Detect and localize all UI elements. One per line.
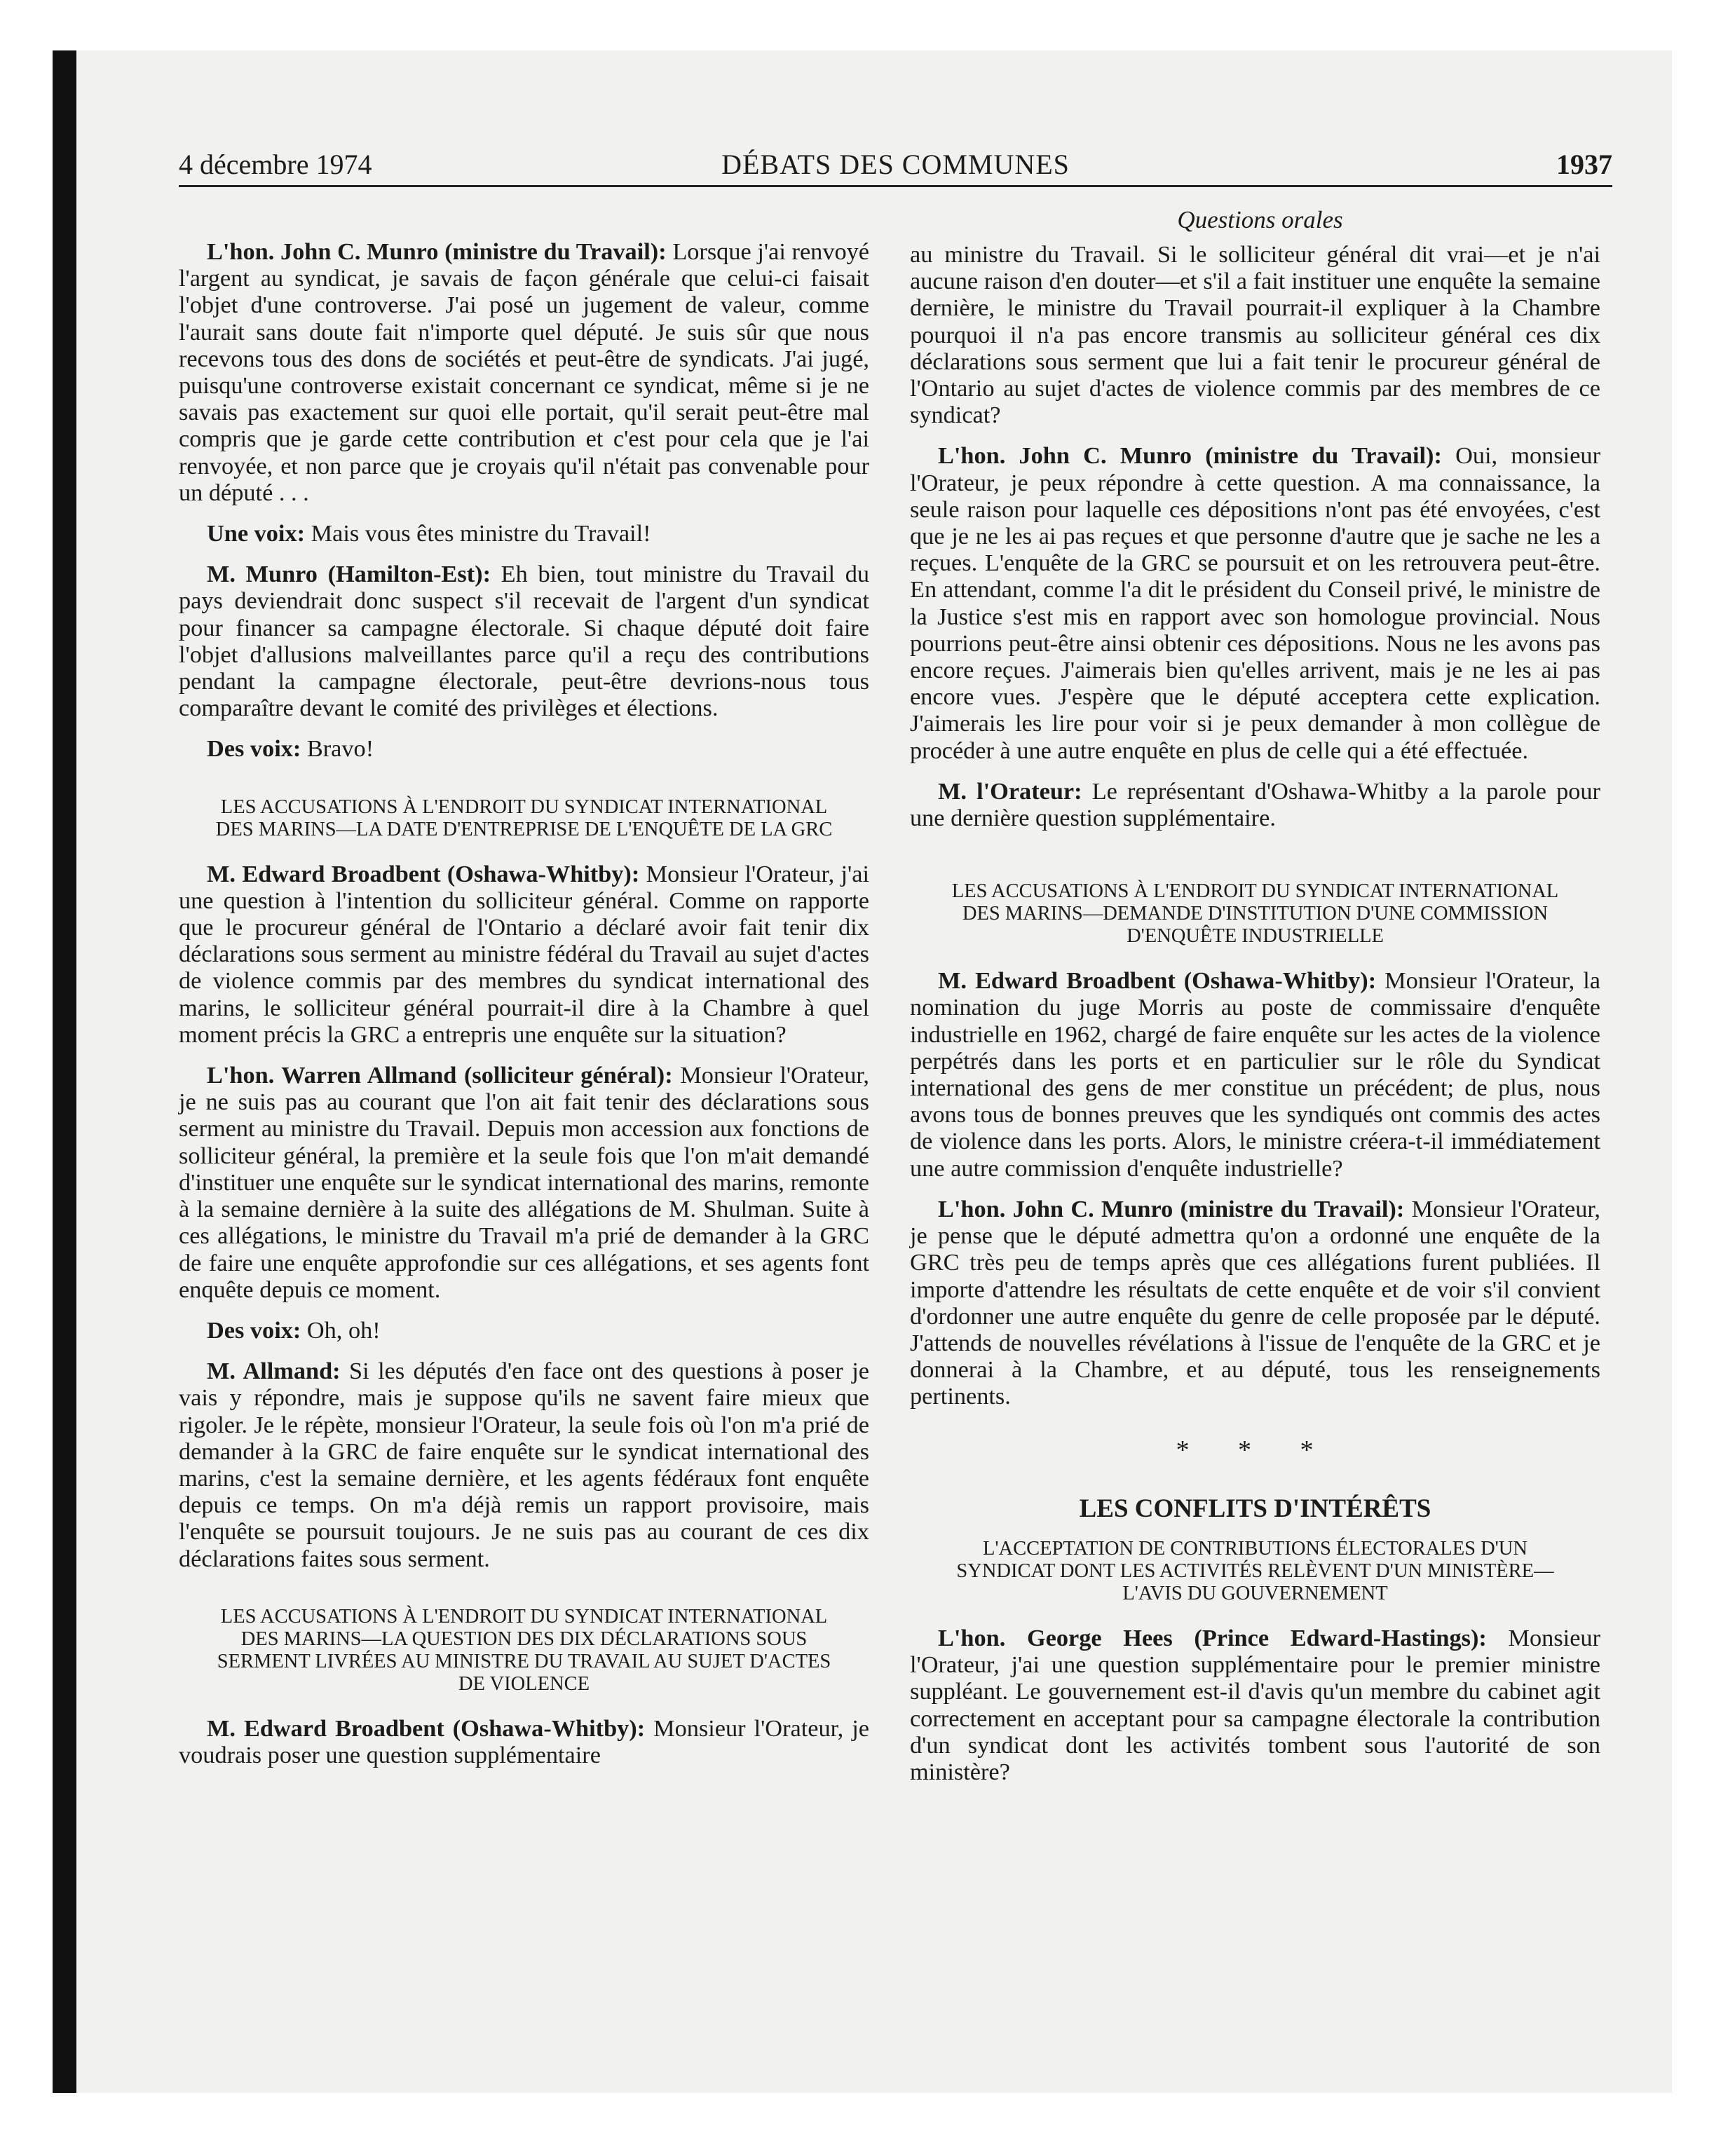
left-column <box>179 238 869 1768</box>
header-title: DÉBATS DES COMMUNES <box>721 149 1070 180</box>
paragraph <box>910 778 1600 831</box>
header-date: 4 décembre 1974 <box>179 149 372 180</box>
speaker-name: Une voix: <box>207 520 306 547</box>
speaker-name: M. Edward Broadbent (Oshawa-Whitby): <box>207 860 640 887</box>
speech-text: Monsieur l'Orateur, je pense que le député admettra qu'on a ordonné une enquête de la GRC très peu de temps après que ces allégations furent publiées. Il importe d'attendre les résultats de cette enquête et de voir s'il convient d'ordonner une autre enquête du genre de celle proposée par le député. J'attends de nouvelles révélations à l'issue de l'enquête de la GRC et je donnerai à la Chambre, et au député, tous les renseignements pertinents. <box>910 1195 1600 1410</box>
paragraph <box>179 1358 869 1572</box>
speaker-name: L'hon. Warren Allmand (solliciteur général): <box>207 1062 673 1089</box>
speaker-name: L'hon. John C. Munro (ministre du Travail): <box>938 442 1442 470</box>
section-title: LES CONFLITS D'INTÉRÊTS <box>1079 1494 1431 1523</box>
paragraph <box>179 520 869 547</box>
paragraph <box>179 561 869 721</box>
subject-heading: LES ACCUSATIONS À L'ENDROIT DU SYNDICAT INTERNATIONAL DES MARINS—LA QUESTION DES DIX DÉCLARATIONS SOUS SERMENT LIVRÉES AU MINISTRE DU TRAVAIL AU SUJET D'ACTES DE VIOLENCE <box>217 1605 831 1695</box>
paragraph <box>179 1317 869 1344</box>
paragraph <box>179 1715 869 1768</box>
paragraph-continued: au ministre du Travail. Si le solliciteur général dit vrai—et je n'ai aucune raison d'en douter—et s'il a fait instituer une enquête la semaine dernière, le ministre du Travail pourrait-il expliquer à la Chambre pourquoi il n'a pas encore transmis au solliciteur général ces dix déclarations sous serment que lui a fait tenir le procureur général de l'Ontario au sujet d'actes de violence commis par des membres de ce syndicat? <box>910 241 1600 429</box>
speech-text: Monsieur l'Orateur, j'ai une question à l'intention du solliciteur général. Comme on rapporte que le procureur général de l'Ontario a déclaré avoir fait tenir dix déclarations sous serment au ministre fédéral du Travail au sujet d'actes de violence commis par des membres du syndicat international des marins, le solliciteur général pourrait-il dire à la Chambre à quel moment précis la GRC a entrepris une enquête sur la situation? <box>179 860 869 1048</box>
paragraph <box>910 967 1600 1182</box>
paragraph <box>179 861 869 1048</box>
speech-text: Monsieur l'Orateur, je ne suis pas au courant que l'on ait fait tenir des déclarations sous serment au ministre du Travail. Depuis mon accession aux fonctions de solliciteur général, la première et la seule fois que l'on m'ait demandé d'instituer une enquête sur le syndicat international des marins, remonte à la semaine dernière à la suite des allégations de M. Shulman. Suite à ces allégations, le ministre du Travail m'a prié de demander à la GRC de faire une enquête approfondie sur ces allégations, et ses agents font enquête depuis ce moment. <box>179 1062 869 1303</box>
paragraph <box>179 735 869 762</box>
subject-heading: L'ACCEPTATION DE CONTRIBUTIONS ÉLECTORALES D'UN SYNDICAT DONT LES ACTIVITÉS RELÈVENT D'UN MINISTÈRE—L'AVIS DU GOUVERNEMENT <box>956 1537 1554 1604</box>
speech-text: Monsieur l'Orateur, la nomination du juge Morris au poste de commissaire d'enquête industrielle en 1962, chargé de faire enquête sur les actes de la violence perpétrés dans les ports et en particulier sur le rôle du Syndicat international des gens de mer constitue un précédent; de plus, nous avons tous de bonnes preuves que les syndiqués ont commis des actes de violence dans les ports. Alors, le ministre créera-t-il immédiatement une autre commission d'enquête industrielle? <box>910 967 1600 1182</box>
speaker-name: M. Edward Broadbent (Oshawa-Whitby): <box>938 967 1377 995</box>
speech-text: Le représentant d'Oshawa-Whitby a la parole pour une dernière question supplémentaire. <box>910 777 1600 832</box>
section-label: Questions orales <box>1177 206 1343 233</box>
speech-text: Oh, oh! <box>301 1316 381 1344</box>
speaker-name: M. Allmand: <box>207 1358 341 1385</box>
speech-text: Eh bien, tout ministre du Travail du pays deviendrait donc suspect s'il recevait de l'argent d'un syndicat pour financer sa campagne électorale. Si chaque député doit faire l'objet d'allusions malveillantes parce qu'il a reçu des contributions pendant la campagne électorale, peut-être devrions-nous tous comparaître devant le comité des privilèges et élections. <box>179 561 869 722</box>
speech-text: Oui, monsieur l'Orateur, je peux répondre à cette question. A ma connaissance, la seule raison pour laquelle ces dépositions n'ont pas été envoyées, c'est que je ne les ai pas reçues et que personne d'autre que je sache ne les a reçues. L'enquête de la GRC se poursuit et on les retrouvera peut-être. En attendant, comme l'a dit le président du Conseil privé, le ministre de la Justice s'est mis en rapport avec son homologue provincial. Nous pourrions peut-être ainsi obtenir ces dépositions. Nous ne les avons pas encore reçues. J'aimerais bien qu'elles arrivent, mais je ne les ai pas encore vues. J'espère que le député acceptera cette explication. J'aimerais les lire pour voir si je peux demander à mon collègue de procéder à une autre enquête en plus de celle qui a été effectuée. <box>910 442 1600 764</box>
speaker-name: Des voix: <box>207 1316 301 1344</box>
speech-text: Si les députés d'en face ont des questions à poser je vais y répondre, mais je suppose qu'ils ne savent faire mieux que rigoler. Je le répète, monsieur l'Orateur, la seule fois où l'on m'a prié de demander à la GRC de faire enquête sur le syndicat international des marins, c'est la semaine dernière, et les agents fédéraux font enquête depuis ce temps. On m'a déjà remis un rapport provisoire, mais l'enquête se poursuit toujours. Je ne suis pas au courant de ces dix déclarations faites sous serment. <box>179 1358 869 1572</box>
speech-text: Bravo! <box>301 735 374 763</box>
speech-text: Lorsque j'ai renvoyé l'argent au syndicat, je savais de façon générale que celui-ci faisait l'objet d'une controverse. J'ai posé un jugement de valeur, comme l'aurait sans doute fait n'importe quel député. Je suis sûr que nous recevons tous des dons de sociétés et peut-être de syndicats. J'ai jugé, puisqu'une controverse existait concernant ce syndicat, même si je ne savais pas exactement sur quoi elle portait, qu'il serait peut-être mal compris que je garde cette contribution et c'est pour cela que je l'ai renvoyée, et non parce que je croyais qu'il n'était pas convenable pour un député . . . <box>179 238 869 506</box>
scan-binding-edge <box>53 50 76 2093</box>
speech-text: Monsieur l'Orateur, j'ai une question supplémentaire pour le premier ministre suppléant. Le gouvernement est-il d'avis qu'un membre du cabinet agit correctement en acceptant pour sa campagne électorale la contribution d'un syndicat dont les activités tombent sous l'autorité de son ministère? <box>910 1624 1600 1785</box>
speaker-name: M. l'Orateur: <box>938 777 1082 805</box>
speaker-name: M. Munro (Hamilton-Est): <box>207 561 491 588</box>
speech-text: Monsieur l'Orateur, je voudrais poser une question supplémentaire <box>179 1714 869 1768</box>
speaker-name: Des voix: <box>207 735 301 763</box>
subject-heading: LES ACCUSATIONS À L'ENDROIT DU SYNDICAT INTERNATIONAL DES MARINS—DEMANDE D'INSTITUTION D'UNE COMMISSION D'ENQUÊTE INDUSTRIELLE <box>951 880 1559 948</box>
speaker-name: L'hon. George Hees (Prince Edward-Hastings): <box>938 1624 1487 1651</box>
speaker-name: L'hon. John C. Munro (ministre du Travail): <box>207 238 667 265</box>
page-header <box>179 147 1612 187</box>
speaker-name: L'hon. John C. Munro (ministre du Travail): <box>938 1195 1405 1222</box>
section-separator: * * * <box>1176 1435 1335 1465</box>
paragraph <box>910 1625 1600 1785</box>
right-column <box>910 241 1600 1785</box>
speech-text: Mais vous êtes ministre du Travail! <box>305 520 651 547</box>
paragraph <box>179 1062 869 1303</box>
paragraph <box>179 238 869 506</box>
speaker-name: M. Edward Broadbent (Oshawa-Whitby): <box>207 1714 646 1742</box>
page-number: 1937 <box>1556 149 1612 180</box>
paragraph <box>910 1196 1600 1410</box>
paragraph <box>910 442 1600 763</box>
subject-heading: LES ACCUSATIONS À L'ENDROIT DU SYNDICAT INTERNATIONAL DES MARINS—LA DATE D'ENTREPRISE DE L'ENQUÊTE DE LA GRC <box>215 796 833 840</box>
